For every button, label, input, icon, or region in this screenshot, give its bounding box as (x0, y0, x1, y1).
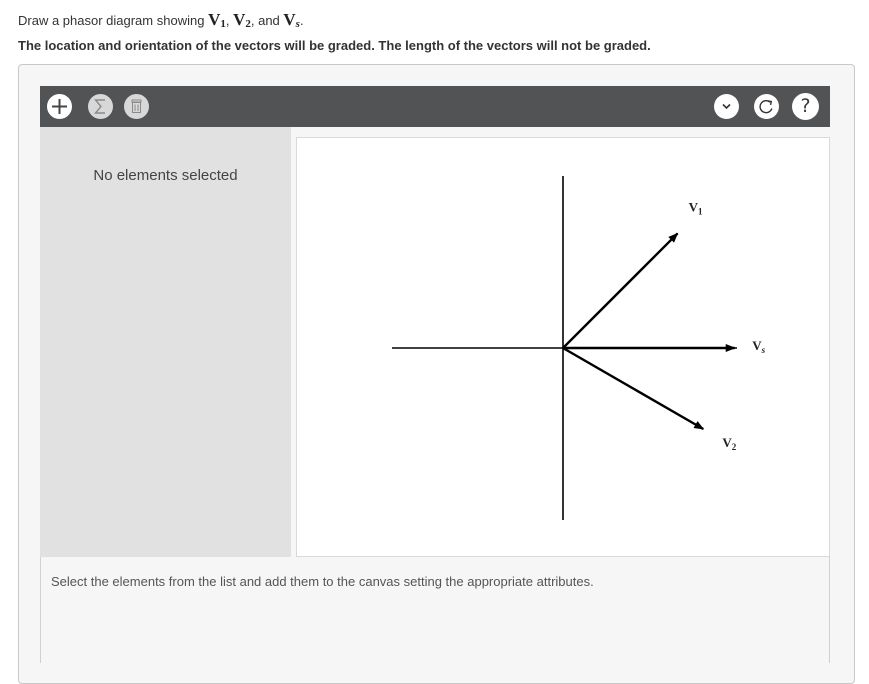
question-text (18, 10, 304, 30)
delete-button[interactable] (124, 94, 149, 119)
vector-v1[interactable] (563, 233, 678, 348)
var-vs: $V_s$ (283, 10, 300, 30)
plus-icon (48, 95, 71, 118)
vector-label-vs: $V_s$ (752, 338, 766, 355)
element-sidebar (40, 127, 291, 557)
vector-label-v2: $V_2$ (722, 435, 737, 452)
selection-status: No elements selected (93, 167, 238, 184)
refresh-icon (754, 94, 779, 119)
toolbar (40, 86, 830, 127)
phasor-diagram (297, 138, 831, 558)
sum-button[interactable] (88, 94, 113, 119)
chevron-down-icon (714, 94, 739, 119)
var-v1: $V_1$ (208, 10, 226, 30)
attributes-panel (40, 557, 830, 663)
sigma-icon (89, 95, 112, 118)
grading-instruction: The location and orientation of the vectors will be graded. The length of the vectors will not be graded. (18, 38, 651, 53)
var-separator-1: , (225, 13, 234, 28)
help-icon: ? (800, 95, 811, 117)
expand-button[interactable] (714, 94, 739, 119)
instructions-hint: Select the elements from the list and add them to the canvas setting the appropriate attributes. (51, 574, 594, 589)
var-separator-3: . (299, 13, 304, 28)
question-prefix: Draw a phasor diagram showing (18, 13, 205, 28)
help-button[interactable] (792, 93, 819, 120)
drawing-canvas[interactable] (296, 137, 830, 557)
vector-v2[interactable] (563, 348, 703, 429)
add-element-button[interactable] (47, 94, 72, 119)
reset-button[interactable] (754, 94, 779, 119)
trash-icon (125, 95, 148, 118)
var-separator-2: , and (250, 13, 284, 28)
vector-label-v1: $V_1$ (688, 199, 703, 217)
var-v2: $V_2$ (233, 10, 251, 30)
